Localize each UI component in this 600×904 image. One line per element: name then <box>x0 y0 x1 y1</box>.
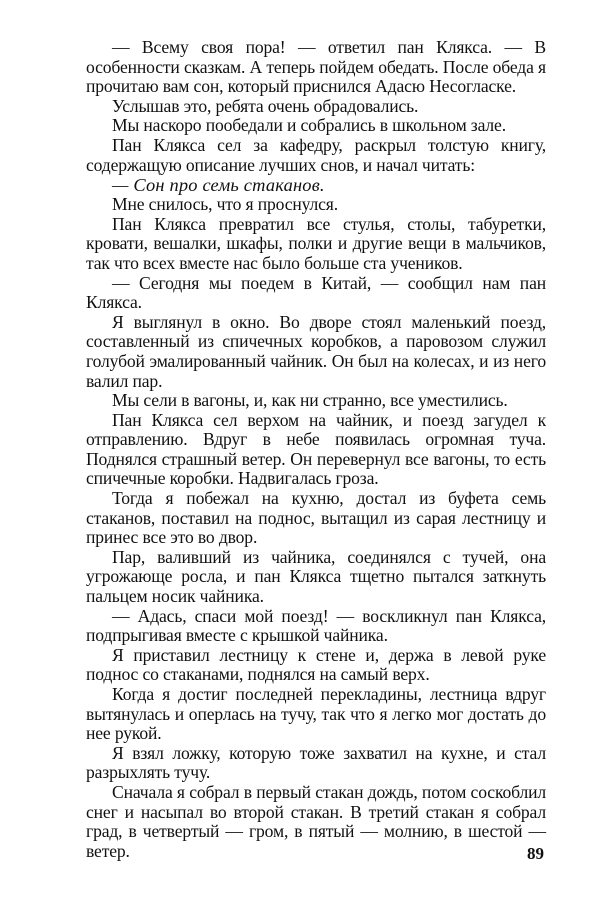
paragraph: — Всему своя пора! — ответил пан Клякса. — В особенности сказкам. А теперь пойдем обедать. После обеда я прочитаю вам сон, который приснился Адасю Несогласке. <box>86 37 546 97</box>
paragraph: Услышав это, ребята очень обрадовались. <box>112 95 419 116</box>
paragraph: Я приставил лестницу к стене и, держа в левой руке поднос со стаканами, поднялся на самый верх. <box>86 644 546 685</box>
paragraph: Пан Клякса превратил все стулья, столы, табуретки, кровати, вешалки, шкафы, полки и другие вещи в мальчиков, так что всех вместе нас было больше ста учеников. <box>86 213 546 273</box>
section-title: — Сон про семь стаканов. <box>112 175 325 196</box>
paragraph: Мы сели в вагоны, и, как ни странно, все уместились. <box>112 390 508 411</box>
paragraph: Я выглянул в окно. Во дворе стоял маленький поезд, составленный из спичечных коробков, а паровозом служил голубой эмалированный чайник. Он был на колесах, и из него валил пар. <box>86 311 546 391</box>
paragraph: — Адась, спаси мой поезд! — воскликнул пан Клякса, подпрыгивая вместе с крышкой чайника. <box>86 605 546 646</box>
paragraph: Пан Клякса сел за кафедру, раскрыл толстую книгу, содержащую описание лучших снов, и начал читать: <box>86 134 546 175</box>
page-number: 89 <box>527 844 544 863</box>
paragraph: Мне снилось, что я проснулся. <box>112 194 338 215</box>
paragraph: Тогда я побежал на кухню, достал из буфета семь стаканов, поставил на поднос, вытащил из сарая лестницу и принес все это во двор. <box>86 488 546 548</box>
paragraph: Пан Клякса сел верхом на чайник, и поезд загудел к отправлению. Вдруг в небе появилась огромная туча. Поднялся страшный ветер. Он перевернул все вагоны, то есть спичечные коробки. Надвигалась гроза. <box>86 409 546 489</box>
paragraph: Пар, валивший из чайника, соединялся с тучей, она угрожающе росла, и пан Клякса тщетно пытался заткнуть пальцем носик чайника. <box>86 546 546 607</box>
paragraph: Мы наскоро пообедали и собрались в школьном зале. <box>112 115 506 136</box>
page-text <box>86 38 546 861</box>
paragraph: — Сегодня мы поедем в Китай, — сообщил нам пан Клякса. <box>86 272 546 313</box>
paragraph: Когда я достиг последней перекладины, лестница вдруг вытянулась и оперлась на тучу, так что я легко мог достать до нее рукой. <box>86 684 546 744</box>
paragraph: Я взял ложку, которую тоже захватил на кухне, и стал разрыхлять тучу. <box>86 742 546 783</box>
paragraph: Сначала я собрал в первый стакан дождь, потом соскоблил снег и насыпал во второй стакан. В третий стакан я собрал град, в четвертый — гром, в пятый — молнию, в шестой — ветер. <box>86 781 546 861</box>
